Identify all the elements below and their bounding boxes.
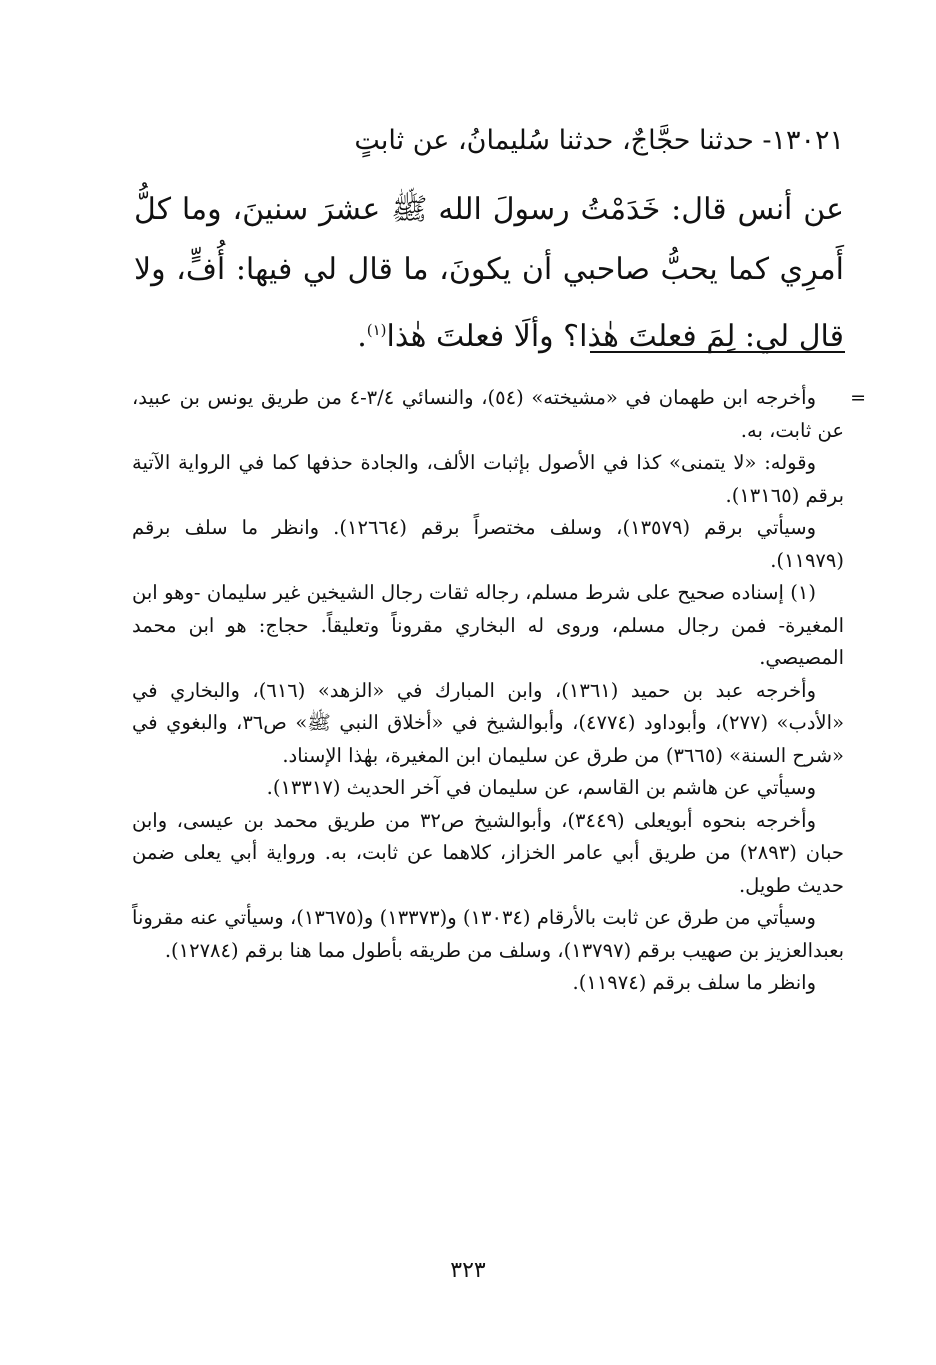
footnote-marker: (١)	[366, 321, 387, 339]
footnote-text: وسيأتي عن هاشم بن القاسم، عن سليمان في آخر الحديث (١٣٣١٧).	[266, 776, 816, 799]
footnote-paragraph	[132, 382, 866, 447]
continuation-mark: =	[850, 387, 866, 409]
footnote-text: وأخرجه ابن طهمان في «مشيخته» (٥٤)، والنسائي ٣/٤-٤ من طريق يونس بن عبيد، عن ثابت، به.	[132, 386, 844, 442]
hadith-heading-line	[134, 118, 844, 164]
footnote-text: وأخرجه بنحوه أبويعلى (٣٤٤٩)، وأبوالشيخ ص٣٢ من طريق محمد بن عيسى، وابن حبان (٢٨٩٣) من طريق أبي عامر الخزاز، كلاهما عن ثابت، به. ورواية أبي يعلى ضمن حديث طويل.	[132, 808, 844, 897]
footnote-paragraph	[132, 772, 844, 805]
footnote-text: (١) إسناده صحيح على شرط مسلم، رجاله ثقات رجال الشيخين غير سليمان -وهو ابن المغيرة- فمن رجال مسلم، وروى له البخاري مقروناً وتعليقاً. حجاج: هو ابن محمد المصيصي.	[132, 581, 844, 669]
hadith-heading-text: ١٣٠٢١- حدثنا حجَّاجٌ، حدثنا سُليمانُ، عن ثابتٍ	[354, 125, 844, 156]
footnote-text: وانظر ما سلف برقم (١١٩٧٤).	[572, 971, 816, 994]
hadith-body-text: عن أنس قال: خَدَمْتُ رسولَ الله ﷺ عشرَ سنينَ، وما كلُّ أَمرِي كما يحبُّ صاحبي أن يكونَ، ما قال لي فيها: أُفٍّ، ولا قال لي: لِمَ فعلتَ هٰذا؟ وألَا فعلتَ هٰذا	[134, 192, 844, 354]
footnote-paragraph	[132, 675, 844, 773]
footnote-paragraph	[132, 512, 844, 577]
footnote-text: وسيأتي من طرق عن ثابت بالأرقام (١٣٠٣٤) و(١٣٣٧٣) و(١٣٦٧٥)، وسيأتي عنه مقروناً بعبدالعزيز بن صهيب برقم (١٣٧٩٧)، وسلف من طريقه بأطول مما هنا برقم (١٢٧٨٤).	[132, 906, 844, 962]
footnote-separator-line	[590, 351, 845, 353]
footnote-paragraph	[132, 577, 844, 675]
hadith-end-punctuation: .	[357, 319, 367, 354]
footnote-paragraph	[132, 805, 844, 903]
footnotes	[132, 382, 866, 1000]
footnote-paragraph	[132, 902, 844, 967]
page-number: ٣٢٣	[450, 1258, 486, 1283]
footnote-paragraph	[132, 447, 844, 512]
footnote-text: وسيأتي برقم (١٣٥٧٩)، وسلف مختصراً برقم (١٢٦٦٤). وانظر ما سلف برقم (١١٩٧٩).	[132, 516, 844, 572]
hadith-text	[134, 180, 844, 367]
footnote-text: وقوله: «لا يتمنى» كذا في الأصول بإثبات الألف، والجادة حذفها كما في الرواية الآتية برقم (١٣١٦٥).	[132, 451, 844, 507]
footnote-paragraph	[132, 967, 844, 1000]
footnote-text: وأخرجه عبد بن حميد (١٣٦١)، وابن المبارك في «الزهد» (٦١٦)، والبخاري في «الأدب» (٢٧٧)، وأبوداود (٤٧٧٤)، وأبوالشيخ في «أخلاق النبي ﷺ» ص٣٦، والبغوي في «شرح السنة» (٣٦٦٥) من طرق عن سليمان ابن المغيرة، بهٰذا الإسناد.	[132, 678, 845, 767]
